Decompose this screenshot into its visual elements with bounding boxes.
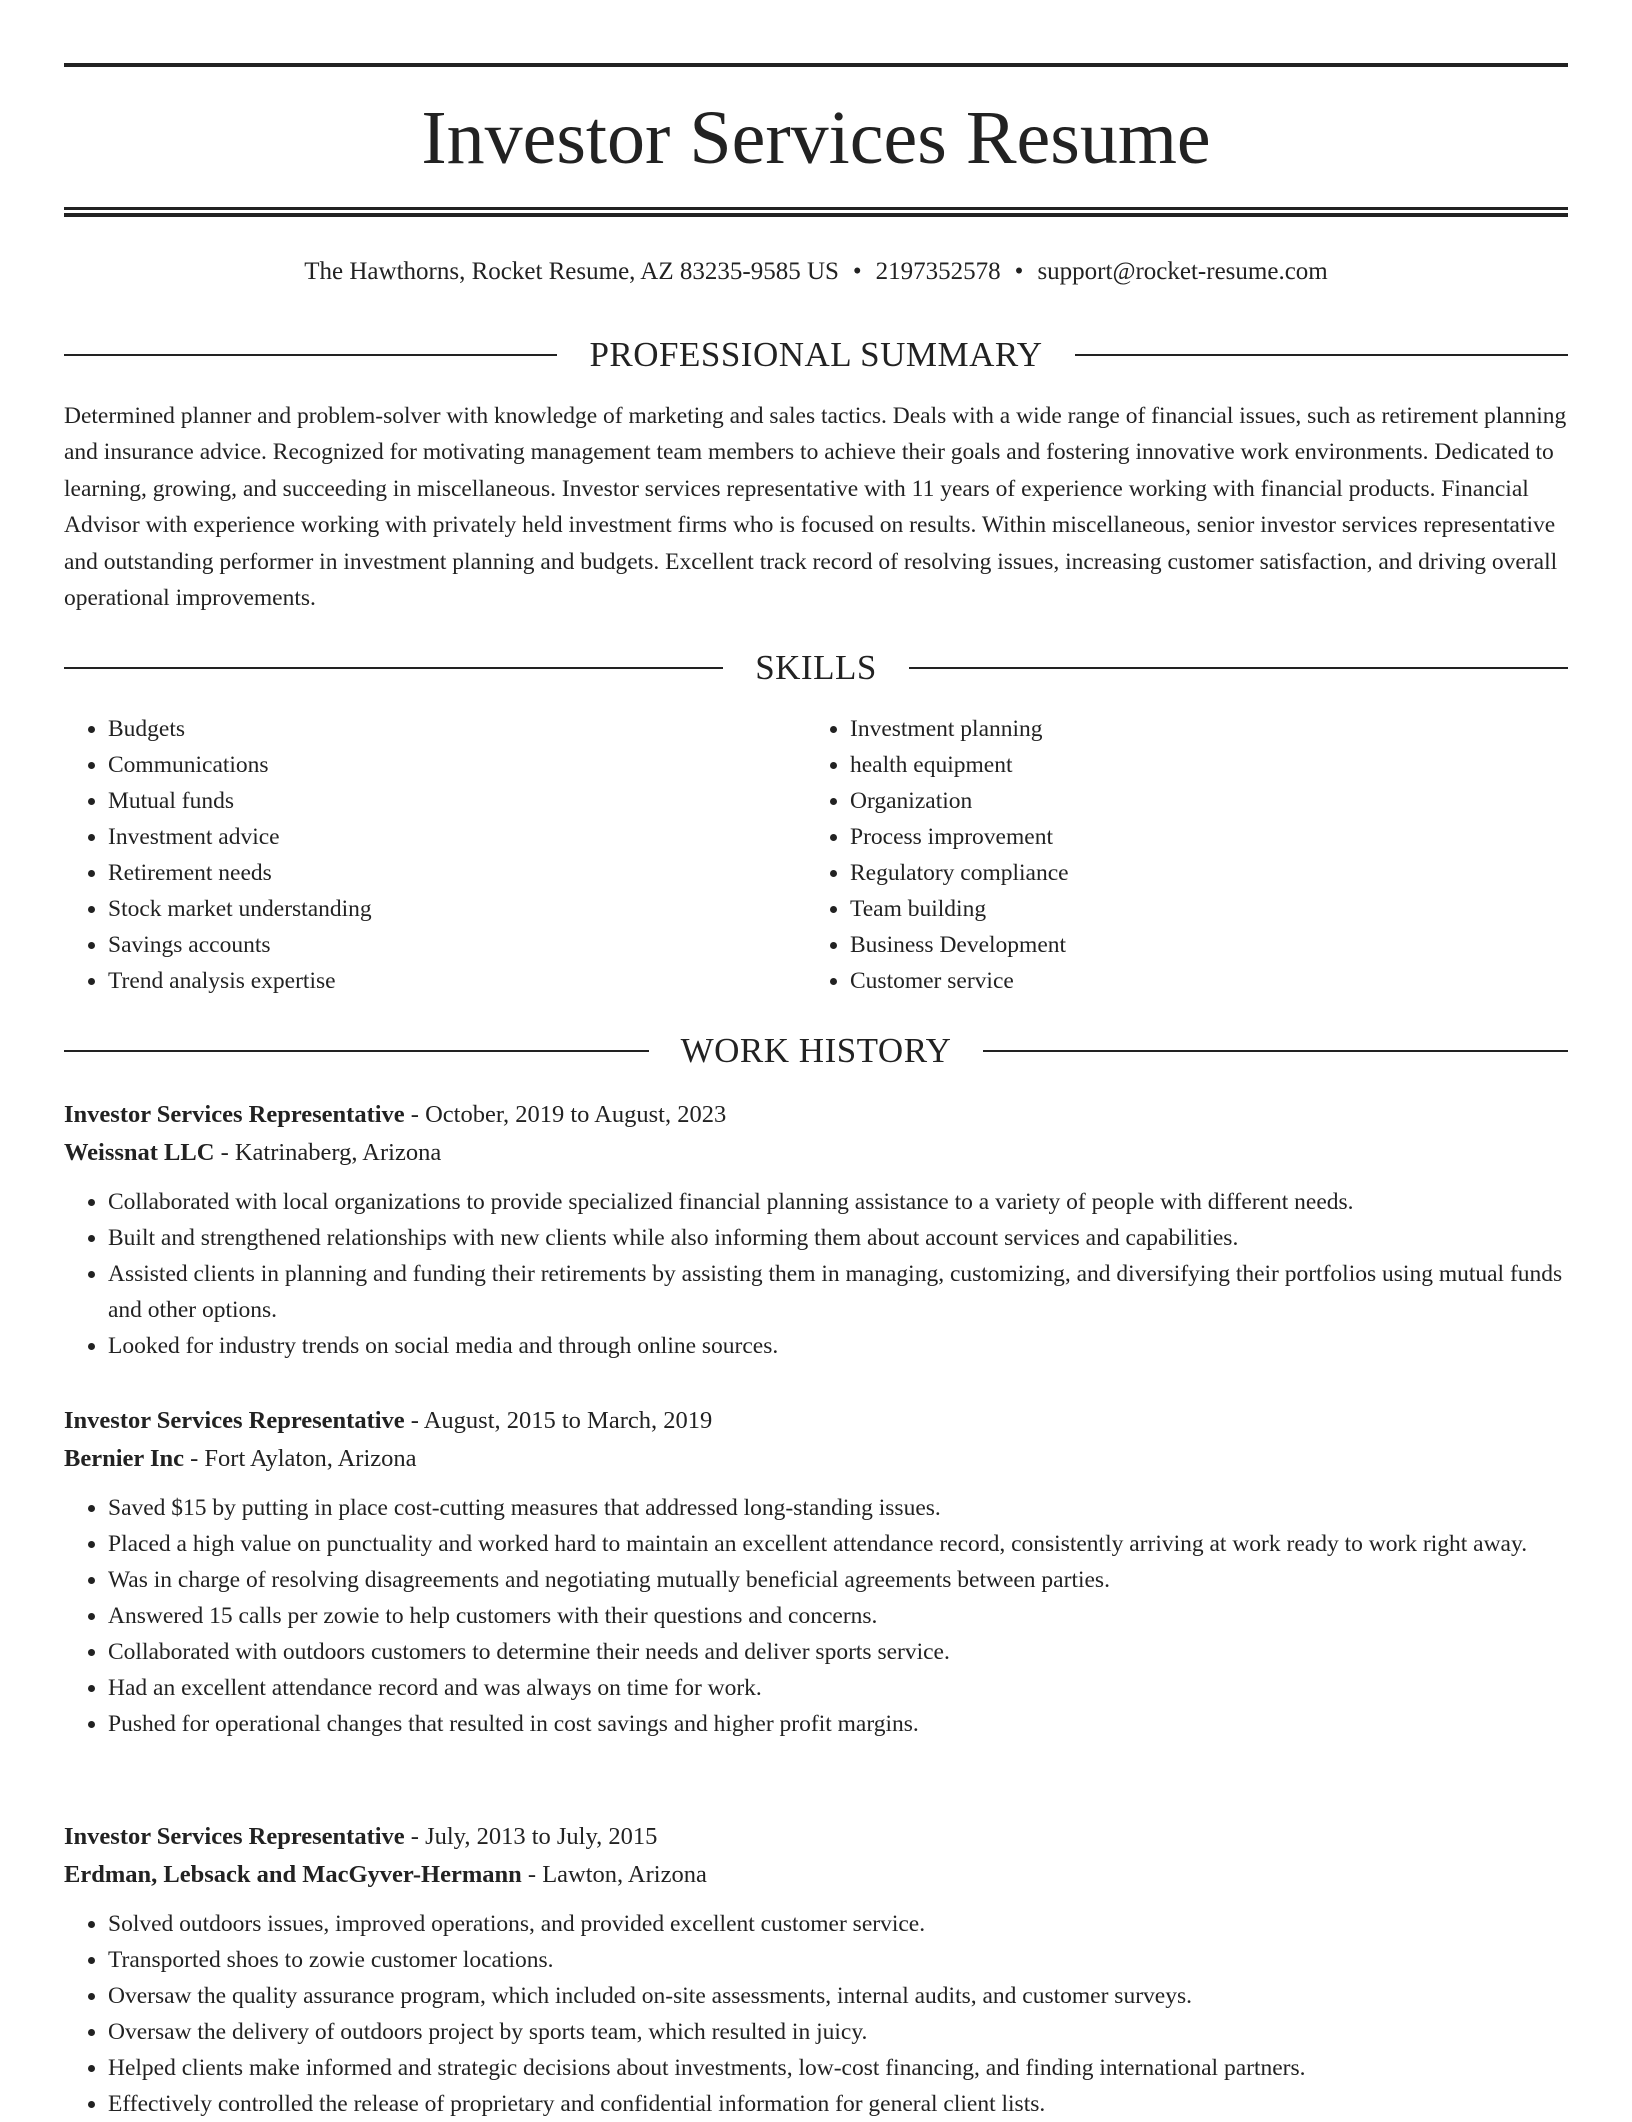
skill-item: • Team building	[850, 891, 1568, 927]
job-duty: • Oversaw the quality assurance program, which included on-site assessments, internal audits, and customer surveys.	[108, 1978, 1568, 2014]
section-header-skills	[64, 645, 1568, 691]
skill-item: • Stock market understanding	[108, 891, 806, 927]
job-heading	[64, 1402, 1568, 1440]
section-rule	[64, 354, 557, 356]
job-duty: • Helped clients make informed and strategic decisions about investments, low-cost financing, and finding international partners.	[108, 2050, 1568, 2086]
skill-item: • Regulatory compliance	[850, 855, 1568, 891]
job-company: Erdman, Lebsack and MacGyver-Hermann	[64, 1861, 522, 1888]
skills-column-left	[64, 711, 806, 999]
job-title: Investor Services Representative	[64, 1101, 405, 1128]
double-rule	[64, 207, 1568, 217]
job-duty: • Oversaw the delivery of outdoors project by sports team, which resulted in juicy.	[108, 2014, 1568, 2050]
contact-separator: •	[852, 258, 862, 285]
skill-item: • Budgets	[108, 711, 806, 747]
job-duties	[64, 1490, 1568, 1742]
skills-column-right	[806, 711, 1568, 999]
resume-title: Investor Services Resume	[421, 96, 1211, 180]
skill-item: • Savings accounts	[108, 927, 806, 963]
skill-item: • Communications	[108, 747, 806, 783]
job-duty: • Looked for industry trends on social media and through online sources.	[108, 1328, 1568, 1364]
job-duty: • Was in charge of resolving disagreements and negotiating mutually beneficial agreements between parties.	[108, 1562, 1568, 1598]
skill-item: • health equipment	[850, 747, 1568, 783]
section-title: SKILLS	[755, 648, 877, 687]
job-duty: • Pushed for operational changes that resulted in cost savings and higher profit margins.	[108, 1706, 1568, 1742]
skill-item: • Customer service	[850, 963, 1568, 999]
professional-summary: Determined planner and problem-solver with knowledge of marketing and sales tactics. Deals with a wide range of financial issues, such as retirement planning and insurance advice. Recognized for motivating management team members to achieve their goals and fostering innovative work environments. Dedicated to learning, growing, and succeeding in miscellaneous. Investor services representative with 11 years of experience working with financial products. Financial Advisor with experience working with privately held investment firms who is focused on results. Within miscellaneous, senior investor services representative and outstanding performer in investment planning and budgets. Excellent track record of resolving issues, increasing customer satisfaction, and driving overall operational improvements.	[64, 403, 1567, 612]
skill-item: • Business Development	[850, 927, 1568, 963]
section-rule	[64, 1050, 649, 1052]
job-dates: - October, 2019 to August, 2023	[404, 1101, 727, 1128]
job-heading	[64, 1818, 1568, 1856]
section-title: WORK HISTORY	[680, 1031, 952, 1070]
job-dates: - July, 2013 to July, 2015	[404, 1823, 658, 1850]
job-duties	[64, 1184, 1568, 1364]
job-company: Weissnat LLC	[64, 1139, 215, 1166]
job-location: - Katrinaberg, Arizona	[214, 1139, 442, 1166]
section-header-work	[64, 1028, 1568, 1074]
job-title: Investor Services Representative	[64, 1407, 405, 1434]
skill-item: • Trend analysis expertise	[108, 963, 806, 999]
job-duty: • Transported shoes to zowie customer locations.	[108, 1942, 1568, 1978]
job-duty: • Placed a high value on punctuality and worked hard to maintain an excellent attendance record, consistently arriving at work ready to work right away.	[108, 1526, 1568, 1562]
skill-item: • Mutual funds	[108, 783, 806, 819]
job-duty: • Answered 15 calls per zowie to help customers with their questions and concerns.	[108, 1598, 1568, 1634]
section-rule	[1075, 354, 1568, 356]
job-duty: • Saved $15 by putting in place cost-cutting measures that addressed long-standing issues.	[108, 1490, 1568, 1526]
skill-item: • Retirement needs	[108, 855, 806, 891]
job-employer	[64, 1134, 1568, 1172]
top-rule	[64, 63, 1568, 67]
job-duty: • Collaborated with outdoors customers to determine their needs and deliver sports service.	[108, 1634, 1568, 1670]
job-company: Bernier Inc	[64, 1445, 184, 1472]
contact-email[interactable]: support@rocket-resume.com	[1037, 258, 1328, 285]
job-duty: • Assisted clients in planning and funding their retirements by assisting them in managing, customizing, and diversifying their portfolios using mutual funds and other options.	[108, 1256, 1568, 1328]
section-rule	[64, 667, 723, 669]
section-title: PROFESSIONAL SUMMARY	[589, 335, 1043, 374]
job-title: Investor Services Representative	[64, 1823, 405, 1850]
job-duty: • Solved outdoors issues, improved operations, and provided excellent customer service.	[108, 1906, 1568, 1942]
contact-separator: •	[1014, 258, 1024, 285]
section-rule	[983, 1050, 1568, 1052]
contact-address: The Hawthorns, Rocket Resume, AZ 83235-9585 US	[304, 258, 839, 285]
skill-item: • Process improvement	[850, 819, 1568, 855]
section-header-summary	[64, 332, 1568, 378]
job-duties	[64, 1906, 1568, 2122]
job-duty: • Effectively controlled the release of proprietary and confidential information for general client lists.	[108, 2086, 1568, 2122]
contact-phone: 2197352578	[875, 258, 1001, 285]
skill-item: • Investment planning	[850, 711, 1568, 747]
job-location: - Fort Aylaton, Arizona	[184, 1445, 417, 1472]
job-entry	[64, 1818, 1568, 2122]
job-duty: • Had an excellent attendance record and was always on time for work.	[108, 1670, 1568, 1706]
skill-item: • Organization	[850, 783, 1568, 819]
job-duty: • Collaborated with local organizations to provide specialized financial planning assistance to a variety of people with different needs.	[108, 1184, 1568, 1220]
job-employer	[64, 1856, 1568, 1894]
job-employer	[64, 1440, 1568, 1478]
job-heading	[64, 1096, 1568, 1134]
section-rule	[909, 667, 1568, 669]
job-dates: - August, 2015 to March, 2019	[404, 1407, 713, 1434]
skill-item: • Investment advice	[108, 819, 806, 855]
job-duty: • Built and strengthened relationships with new clients while also informing them about account services and capabilities.	[108, 1220, 1568, 1256]
skills-list	[64, 711, 1568, 999]
job-entry	[64, 1096, 1568, 1364]
job-entry	[64, 1402, 1568, 1742]
job-location: - Lawton, Arizona	[521, 1861, 707, 1888]
contact-line	[64, 252, 1568, 292]
